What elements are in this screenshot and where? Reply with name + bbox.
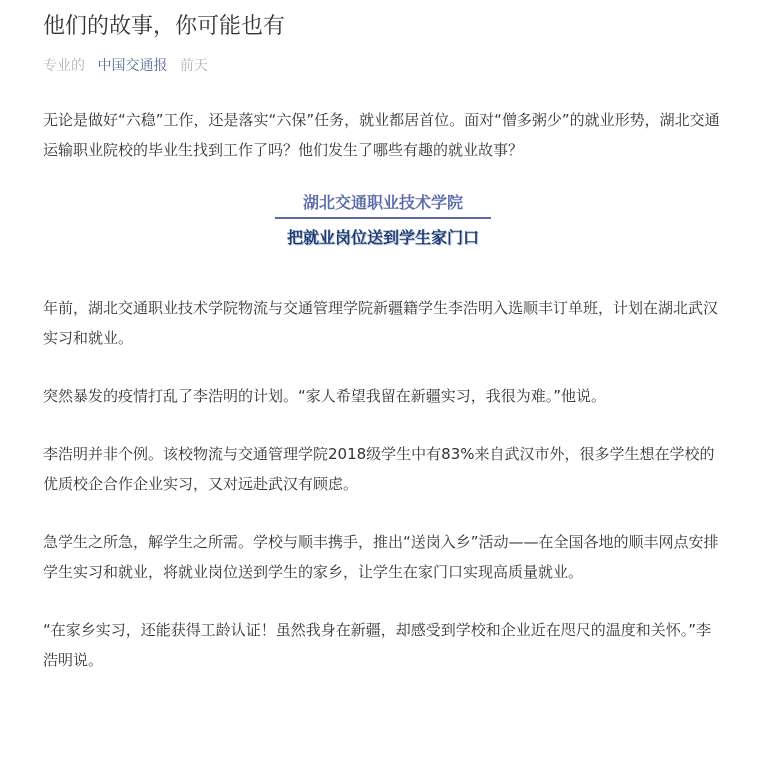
banner-slogan: 把就业岗位送到学生家门口 — [286, 228, 479, 247]
paragraph-1: 年前，湖北交通职业技术学院物流与交通管理学院新疆籍学生李浩明入选顺丰订单班，计划在湖北武汉实习和就业。 — [43, 299, 719, 347]
section-banner — [43, 191, 723, 249]
paragraph-3: 李浩明并非个例。该校物流与交通管理学院2018级学生中有83%来自武汉市外，很多学生想在学校的优质校企合作企业实习，又对远赴武汉有顾虑。 — [43, 445, 715, 493]
paragraph-2: 突然暴发的疫情打乱了李浩明的计划。“家人希望我留在新疆实习，我很为难。”他说。 — [43, 387, 607, 405]
author-label: 专业的 — [43, 58, 85, 74]
article — [43, 0, 723, 675]
article-content — [43, 105, 723, 675]
publish-time: 前天 — [179, 58, 208, 74]
paragraph-4: 急学生之所急，解学生之所需。学校与顺丰携手，推出“送岗入乡”活动——在全国各地的顺丰网点安排学生实习和就业，将就业岗位送到学生的家乡，让学生在家门口实现高质量就业。 — [43, 533, 719, 581]
article-title: 他们的故事，你可能也有 — [43, 14, 286, 39]
banner-school: 湖北交通职业技术学院 — [275, 191, 491, 219]
article-meta — [43, 56, 723, 76]
intro-paragraph: 无论是做好“六稳”工作，还是落实“六保”任务，就业都居首位。面对“僧多粥少”的就业形势，湖北交通运输职业院校的毕业生找到工作了吗？他们发生了哪些有趣的就业故事？ — [43, 111, 720, 159]
account-link[interactable]: 中国交通报 — [97, 58, 168, 74]
paragraph-5: “在家乡实习，还能获得工龄认证！虽然我身在新疆，却感受到学校和企业近在咫尺的温度和关怀。”李浩明说。 — [43, 621, 712, 669]
